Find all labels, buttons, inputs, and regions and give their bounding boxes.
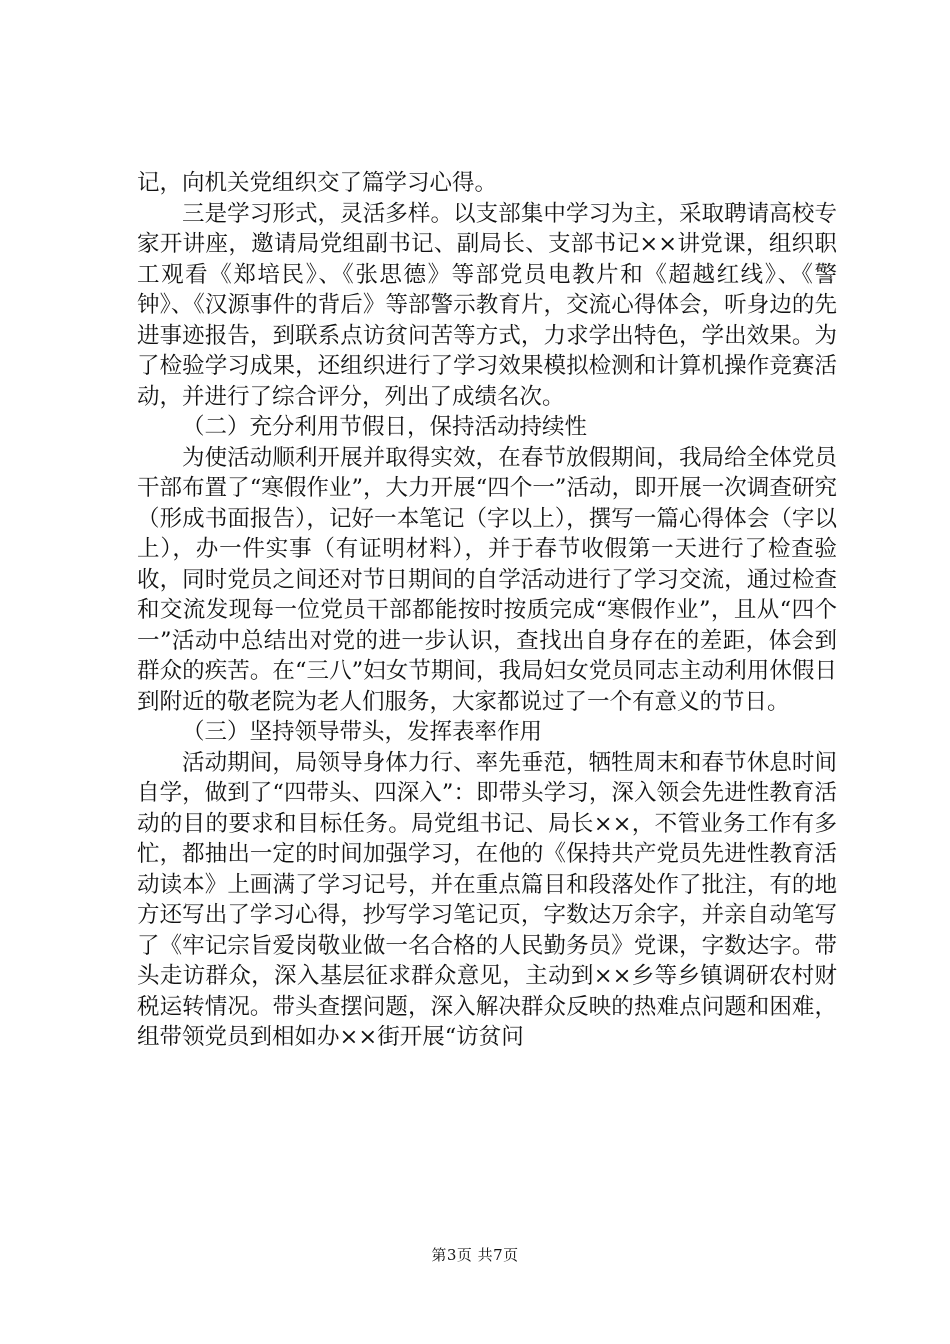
paragraph-continuation: 记，向机关党组织交了篇学习心得。 bbox=[137, 170, 498, 196]
section-heading-holidays: （二）充分利用节假日，保持活动持续性 bbox=[182, 414, 588, 440]
page-footer: 第3页 共7页 bbox=[431, 1246, 519, 1264]
document-body bbox=[137, 168, 837, 1053]
paragraph-learning-format: 三是学习形式，灵活多样。以支部集中学习为主，采取聘请高校专家开讲座，邀请局党组副书记、副局长、支部书记××讲党课，组织职工观看《郑培民》、《张思德》等部党员电教片和《超越红线》、《警钟》、《汉源事件的背后》等部警示教育片，交流心得体会，听身边的先进事迹报告，到联系点访贫问苦等方式，力求学出特色，学出效果。为了检验学习成果，还组织进行了学习效果模拟检测和计算机操作竞赛活动，并进行了综合评分，列出了成绩名次。 bbox=[137, 200, 837, 410]
paragraph-holiday-activities: 为使活动顺利开展并取得实效，在春节放假期间，我局给全体党员干部布置了“寒假作业”，大力开展“四个一”活动，即开展一次调查研究（形成书面报告），记好一本笔记（字以上），撰写一篇心得体会（字以上），办一件实事（有证明材料），并于春节收假第一天进行了检查验收，同时党员之间还对节日期间的自学活动进行了学习交流，通过检查和交流发现每一位党员干部都能按时按质完成“寒假作业”，且从“四个一”活动中总结出对党的进一步认识，查找出自身存在的差距，体会到群众的疾苦。在“三八”妇女节期间，我局妇女党员同志主动利用休假日到附近的敬老院为老人们服务，大家都说过了一个有意义的节日。 bbox=[137, 444, 837, 715]
paragraph-leadership-example: 活动期间，局领导身体力行、率先垂范，牺牲周末和春节休息时间自学，做到了“四带头、四深入”：即带头学习，深入领会先进性教育活动的目的要求和目标任务。局党组书记、局长××，不管业务工作有多忙，都抽出一定的时间加强学习，在他的《保持共产党员先进性教育活动读本》上画满了学习记号，并在重点篇目和段落处作了批注，有的地方还写出了学习心得，抄写学习笔记页，字数达万余字，并亲自动笔写了《牢记宗旨爱岗敬业做一名合格的人民勤务员》党课，字数达字。带头走访群众，深入基层征求群众意见，主动到××乡等乡镇调研农村财税运转情况。带头查摆问题，深入解决群众反映的热难点问题和困难，组带领党员到相如办××街开展“访贫问 bbox=[137, 749, 837, 1050]
section-heading-leadership: （三）坚持领导带头，发挥表率作用 bbox=[182, 719, 543, 745]
